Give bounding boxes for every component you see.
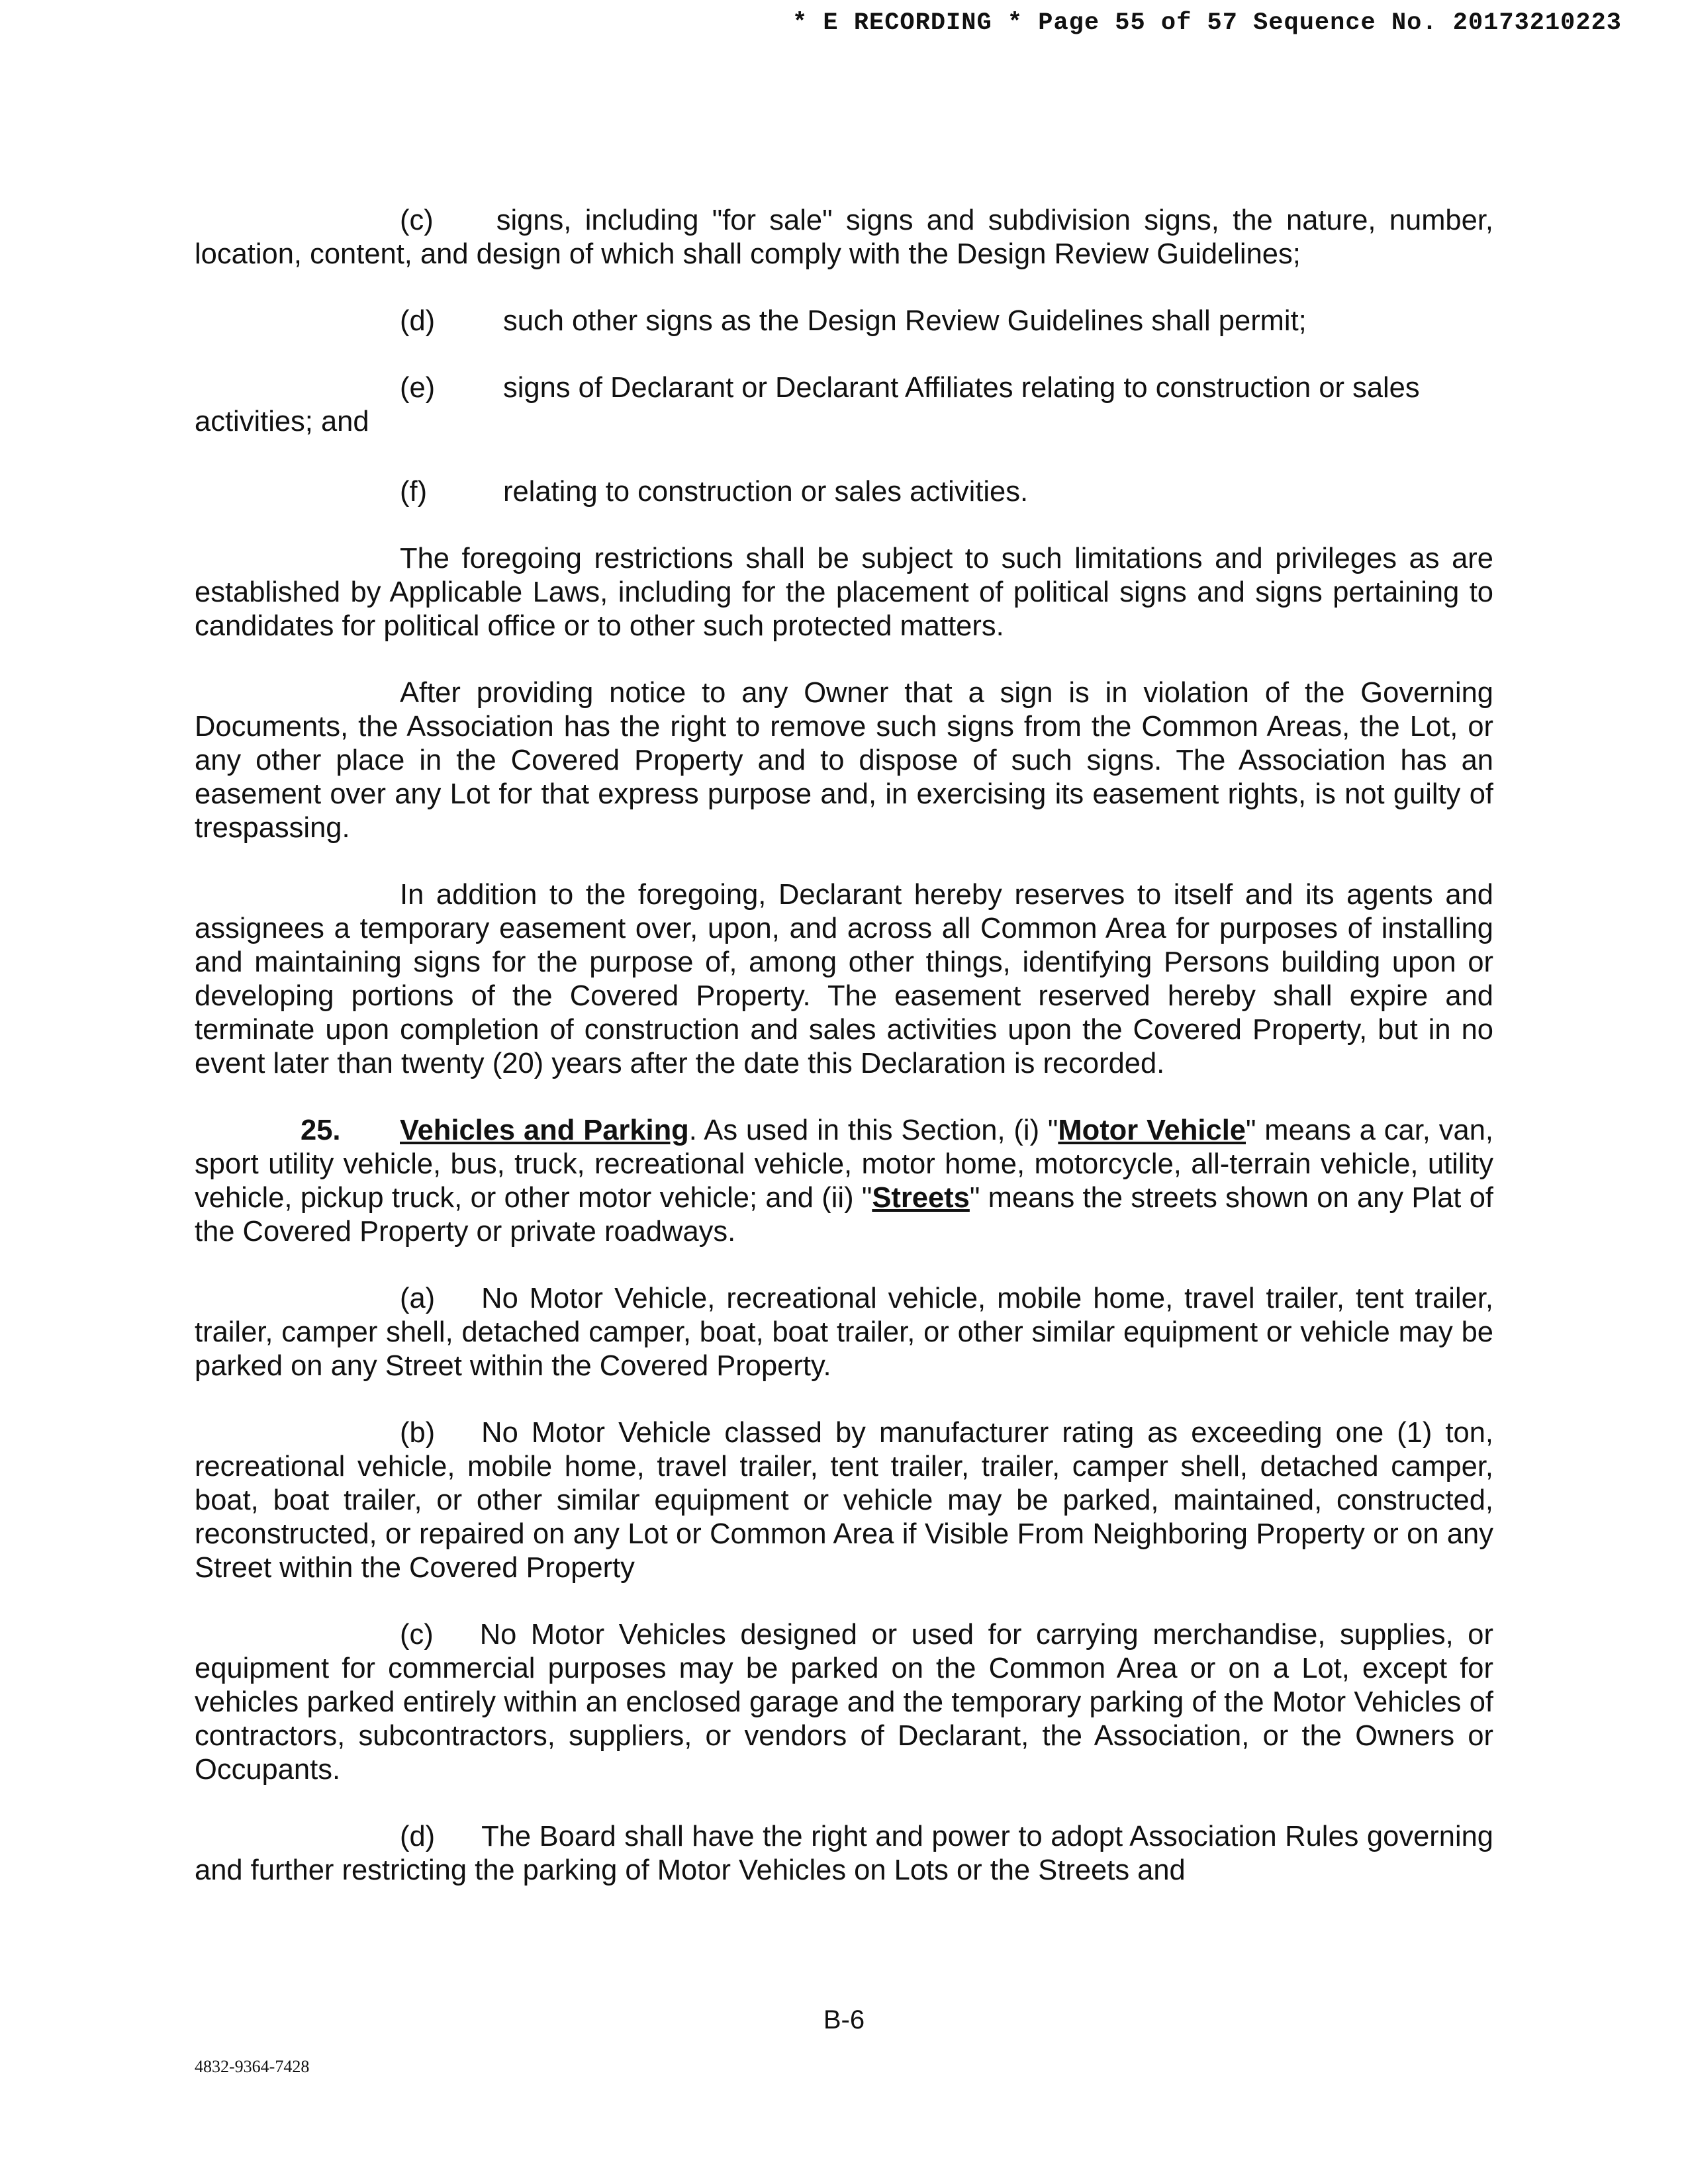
item-25a <box>195 1282 1493 1383</box>
item-25a-label: (a) <box>400 1283 436 1314</box>
paragraph-sign-removal: After providing notice to any Owner that a sign is in violation of the Governing Documents, the Association has the right to remove such signs from the Common Areas, the Lot, or any other place in the Covered Property and to dispose of such signs. The Association has an easement over any Lot for that express purpose and, in exercising its easement rights, is not guilty of trespassing. <box>195 677 1493 844</box>
section-title: Vehicles and Parking <box>400 1115 689 1146</box>
item-25d <box>195 1820 1493 1888</box>
item-f <box>195 475 1493 509</box>
item-25b <box>195 1416 1493 1585</box>
defined-term-motor-vehicle: Motor Vehicle <box>1058 1115 1246 1146</box>
item-25b-text: No Motor Vehicle classed by manufacturer rating as exceeding one (1) ton, recreational vehicle, mobile home, travel trailer, tent trailer, trailer, camper shell, detached camper, boat, boat trailer, or other similar equipment or vehicle may be parked, maintained, constructed, reconstructed, or repaired on any Lot or Common Area if Visible From Neighboring Property or on any Street within the Covered Property <box>195 1417 1493 1584</box>
section-text-3: " means the streets shown on any Plat of the Covered Property or private roadways. <box>195 1182 1493 1248</box>
defined-term-streets: Streets <box>872 1182 970 1214</box>
item-c-label: (c) <box>400 205 434 236</box>
item-25d-text: The Board shall have the right and power to adopt Association Rules governing and further restricting the parking of Motor Vehicles on Lots or the Streets and <box>195 1821 1493 1886</box>
paragraph-restrictions: The foregoing restrictions shall be subject to such limitations and privileges as are established by Applicable Laws, including for the placement of political signs and signs pertaining to candidates for political office or to other such protected matters. <box>195 543 1493 642</box>
item-e-continuation: activities; and <box>195 406 369 437</box>
recording-header: * E RECORDING * Page 55 of 57 Sequence No. 20173210223 <box>792 9 1622 37</box>
paragraph-easement: In addition to the foregoing, Declarant hereby reserves to itself and its agents and assignees a temporary easement over, upon, and across all Common Area for purposes of installing and maintaining signs for the purpose of, among other things, identifying Persons building upon or developing portions of the Covered Property. The easement reserved hereby shall expire and terminate upon completion of construction and sales activities upon the Covered Property, but in no event later than twenty (20) years after the date this Declaration is recorded. <box>195 879 1493 1079</box>
item-d <box>195 304 1493 338</box>
page-number: B-6 <box>823 2005 865 2034</box>
section-25 <box>195 1114 1493 1249</box>
item-25a-text: No Motor Vehicle, recreational vehicle, mobile home, travel trailer, tent trailer, trailer, camper shell, detached camper, boat, boat trailer, or other similar equipment or vehicle may be parked on any Street within the Covered Property. <box>195 1283 1493 1382</box>
item-e <box>195 371 1493 439</box>
section-text-1: . As used in this Section, (i) " <box>688 1115 1058 1146</box>
item-25c <box>195 1618 1493 1787</box>
item-d-text: such other signs as the Design Review Guidelines shall permit; <box>503 305 1307 337</box>
item-25b-label: (b) <box>400 1417 436 1449</box>
item-25c-text: No Motor Vehicles designed or used for carrying merchandise, supplies, or equipment for commercial purposes may be parked on the Common Area or on a Lot, except for vehicles parked entirely within an enclosed garage and the temporary parking of the Motor Vehicles of contractors, subcontractors, suppliers, or vendors of Declarant, the Association, or the Owners or Occupants. <box>195 1619 1493 1786</box>
section-number: 25. <box>301 1115 341 1146</box>
item-c <box>195 204 1493 271</box>
item-c-text: signs, including "for sale" signs and subdivision signs, the nature, number, location, content, and design of which shall comply with the Design Review Guidelines; <box>195 205 1493 270</box>
document-number: 4832-9364-7428 <box>195 2057 310 2076</box>
item-25c-label: (c) <box>400 1619 434 1651</box>
item-f-label: (f) <box>400 476 428 508</box>
item-e-text: signs of Declarant or Declarant Affiliates relating to construction or sales <box>503 372 1420 404</box>
item-e-label: (e) <box>400 372 436 404</box>
item-f-text: relating to construction or sales activities. <box>503 476 1029 508</box>
item-d-label: (d) <box>400 305 436 337</box>
section-text-2: " means a car, van, sport utility vehicle, bus, truck, recreational vehicle, motor home, motorcycle, all-terrain vehicle, utility vehicle, pickup truck, or other motor vehicle; and (ii) " <box>195 1115 1493 1214</box>
document-body <box>195 204 1493 1888</box>
item-25d-label: (d) <box>400 1821 436 1852</box>
